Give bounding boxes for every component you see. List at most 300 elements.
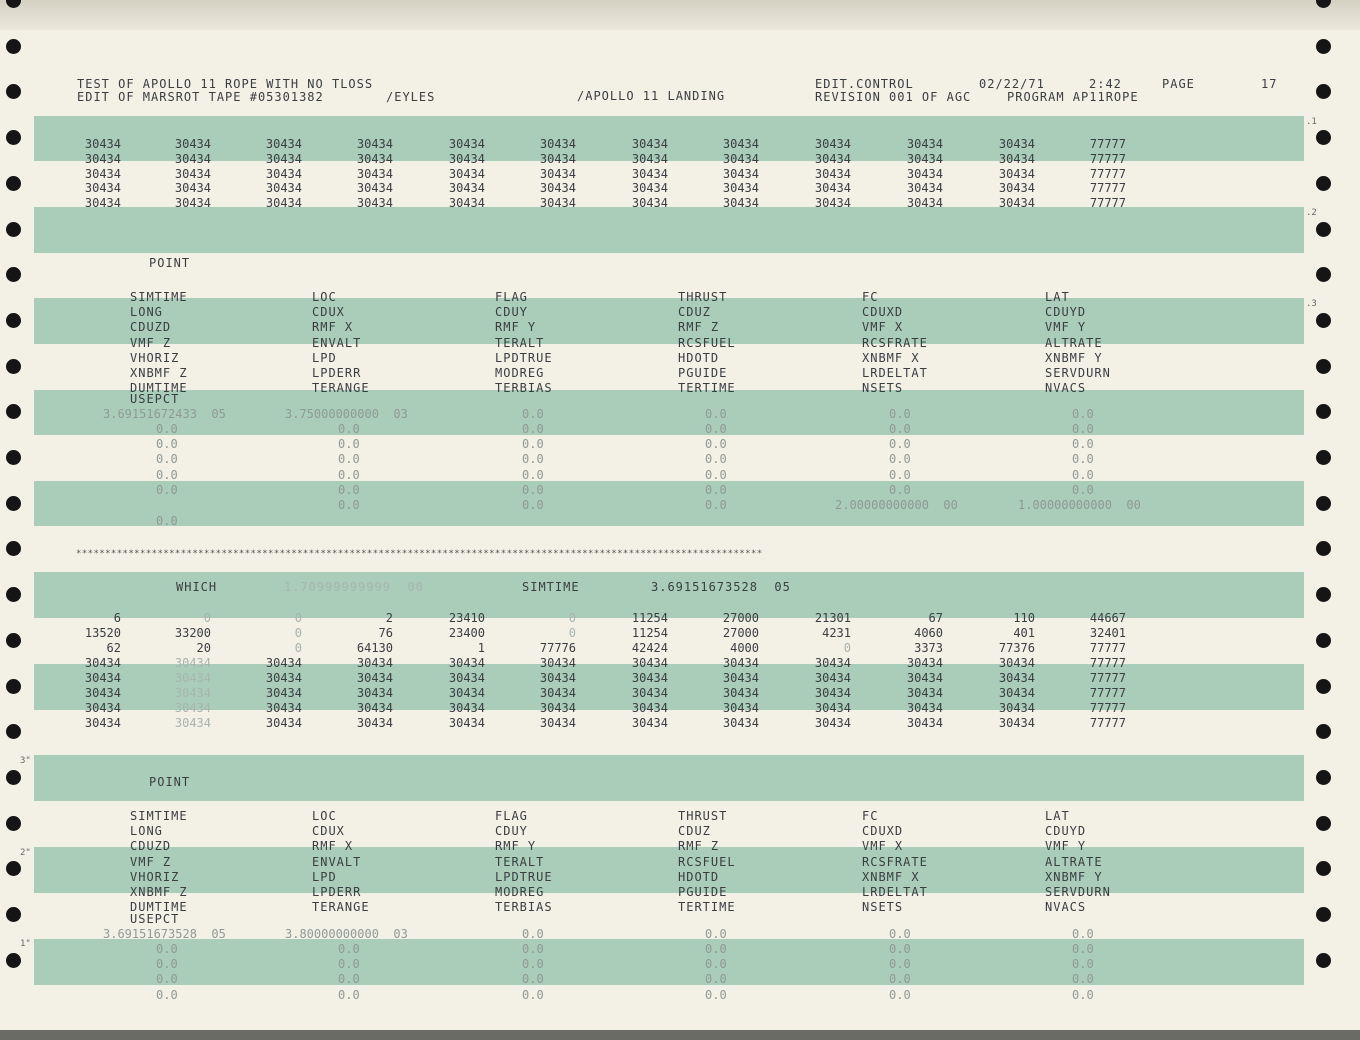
field-value: 0.0 (889, 406, 911, 421)
header-author: /EYLES (386, 90, 436, 104)
field-value: 0.0 (522, 498, 544, 513)
field-value: 0.0 (705, 452, 727, 467)
field-label: RMF X (312, 320, 354, 335)
field-label: PGUIDE (678, 366, 728, 380)
field-value: 0.0 (522, 941, 544, 956)
tractor-feed-hole (1316, 84, 1331, 99)
octal-cell: 30434 (265, 181, 302, 196)
field-value: 3.80000000000 03 (285, 926, 408, 941)
octal-cell: 30434 (906, 656, 943, 670)
octal-cell: 30434 (539, 656, 576, 670)
tractor-feed-hole (6, 496, 21, 511)
field-label: LOC (312, 809, 337, 823)
tractor-feed-hole (1316, 770, 1331, 785)
octal-cell: 2 (385, 611, 393, 625)
octal-cell: 30434 (722, 716, 759, 730)
octal-cell: 30434 (814, 151, 851, 166)
octal-cell: 30434 (174, 716, 211, 730)
octal-cell: 30434 (265, 137, 302, 151)
field-label: VMF X (862, 320, 904, 335)
octal-cell: 77777 (1089, 716, 1126, 730)
field-label: CDUZ (678, 305, 711, 320)
octal-cell: 77777 (1089, 137, 1126, 151)
octal-cell: 33200 (174, 626, 211, 640)
field-label: VMF X (862, 839, 904, 854)
field-label: DUMTIME (130, 381, 188, 396)
field-value: 0.0 (889, 421, 911, 436)
octal-cell: 30434 (631, 166, 668, 181)
header-center: /APOLLO 11 LANDING (577, 89, 726, 103)
field-value: 0.0 (889, 987, 911, 1002)
octal-cell: 30434 (631, 151, 668, 166)
octal-cell: 4060 (914, 626, 943, 640)
octal-cell: 77777 (1089, 151, 1126, 166)
field-value: 0.0 (705, 987, 727, 1002)
octal-cell: 30434 (998, 181, 1035, 196)
octal-cell: 30434 (814, 701, 851, 715)
field-value: 0.0 (156, 972, 178, 987)
header-time: 2:42 (1089, 77, 1122, 91)
field-label: XNBMF Z (130, 366, 188, 380)
field-label: USEPCT (130, 912, 180, 926)
octal-cell: 30434 (84, 166, 121, 181)
octal-cell: 30434 (722, 137, 759, 151)
field-value: 0.0 (1072, 421, 1094, 436)
tractor-feed-hole (1316, 39, 1331, 54)
field-value: 0.0 (1072, 483, 1094, 497)
field-label: FC (862, 290, 879, 304)
octal-cell: 4000 (730, 641, 759, 655)
octal-cell: 44667 (1089, 611, 1126, 625)
octal-cell: 30434 (631, 686, 668, 700)
field-label: LPDERR (312, 366, 362, 380)
tractor-feed-hole (1316, 130, 1331, 145)
octal-cell: 76 (378, 626, 393, 640)
field-value: 0.0 (1072, 972, 1094, 987)
field-value: 3.75000000000 03 (285, 406, 408, 421)
margin-mark-right-3: .3 (1306, 299, 1317, 309)
header-edit-control: EDIT.CONTROL (815, 77, 914, 91)
octal-cell: 110 (1013, 611, 1035, 625)
field-label: TERBIAS (495, 900, 553, 915)
field-label: LONG (130, 305, 163, 320)
field-value: 0.0 (338, 467, 360, 482)
paper-bottom-edge (0, 1030, 1360, 1040)
field-label: LAT (1045, 290, 1070, 304)
field-label: CDUZ (678, 824, 711, 839)
margin-mark-3in: 3" (20, 756, 31, 766)
field-label: ENVALT (312, 335, 362, 350)
tractor-feed-hole (6, 39, 21, 54)
octal-cell: 30434 (998, 151, 1035, 166)
field-label: NSETS (862, 900, 904, 915)
octal-cell: 30434 (539, 716, 576, 730)
octal-cell: 30434 (722, 166, 759, 181)
octal-cell: 13520 (84, 626, 121, 640)
field-label: LAT (1045, 809, 1070, 823)
octal-cell: 30434 (265, 166, 302, 181)
field-value: 0.0 (705, 467, 727, 482)
octal-cell: 64130 (356, 641, 393, 655)
field-label: ALTRATE (1045, 854, 1103, 869)
field-label: LRDELTAT (862, 366, 928, 380)
octal-cell: 30434 (356, 181, 393, 196)
field-value: 0.0 (705, 437, 727, 452)
field-label: XNBMF Y (1045, 869, 1103, 884)
field-value: 0.0 (338, 972, 360, 987)
field-label: CDUYD (1045, 824, 1087, 839)
tractor-feed-hole (6, 450, 21, 465)
octal-cell: 30434 (631, 656, 668, 670)
octal-cell: 1 (477, 641, 485, 655)
field-label: RCSFRATE (862, 854, 928, 869)
octal-cell: 77777 (1089, 686, 1126, 700)
green-band (34, 755, 1304, 801)
field-label: VMF Y (1045, 320, 1087, 335)
tractor-feed-hole (1316, 541, 1331, 556)
field-value: 0.0 (705, 498, 727, 513)
octal-cell: 30434 (265, 151, 302, 166)
field-value: 0.0 (156, 987, 178, 1002)
tractor-feed-hole (6, 84, 21, 99)
field-value: 3.69151673528 05 (103, 926, 226, 941)
green-band (34, 847, 1304, 893)
tractor-feed-hole (1316, 861, 1331, 876)
octal-cell: 30434 (814, 671, 851, 685)
octal-cell: 30434 (722, 656, 759, 670)
field-label: NSETS (862, 381, 904, 396)
field-label: MODREG (495, 885, 545, 899)
octal-cell: 30434 (722, 151, 759, 166)
field-value: 0.0 (156, 421, 178, 436)
octal-cell: 30434 (174, 196, 211, 211)
field-label: XNBMF Z (130, 885, 188, 899)
field-value: 0.0 (1072, 467, 1094, 482)
octal-cell: 77777 (1089, 196, 1126, 211)
tractor-feed-hole (6, 541, 21, 556)
field-value: 0.0 (889, 926, 911, 941)
tractor-feed-hole (1316, 450, 1331, 465)
octal-cell: 30434 (631, 671, 668, 685)
octal-cell: 30434 (631, 196, 668, 211)
field-value: 0.0 (889, 957, 911, 972)
field-value: 0.0 (522, 467, 544, 482)
octal-cell: 30434 (814, 656, 851, 670)
field-value: 0.0 (338, 941, 360, 956)
field-label: SIMTIME (130, 290, 188, 304)
octal-cell: 30434 (906, 671, 943, 685)
field-label: LPDTRUE (495, 350, 553, 365)
octal-cell: 30434 (448, 196, 485, 211)
octal-cell: 30434 (631, 701, 668, 715)
field-label: NVACS (1045, 381, 1087, 396)
field-label: VHORIZ (130, 350, 180, 365)
field-value: 0.0 (156, 957, 178, 972)
field-label: LPD (312, 869, 337, 884)
octal-cell: 4231 (822, 626, 851, 640)
octal-cell: 30434 (356, 166, 393, 181)
tractor-feed-hole (1316, 953, 1331, 968)
octal-cell: 30434 (814, 137, 851, 151)
field-label: RMF Y (495, 320, 537, 335)
octal-cell: 30434 (84, 686, 121, 700)
tractor-feed-hole (6, 679, 21, 694)
margin-mark-right-1: .1 (1306, 117, 1317, 127)
field-label: CDUXD (862, 824, 904, 839)
field-label: PGUIDE (678, 885, 728, 899)
field-label: LPDERR (312, 885, 362, 899)
octal-cell: 30434 (356, 686, 393, 700)
octal-cell: 30434 (174, 701, 211, 715)
octal-cell: 30434 (356, 656, 393, 670)
field-label: HDOTD (678, 350, 720, 365)
field-label: XNBMF Y (1045, 350, 1103, 365)
field-value: 0.0 (522, 452, 544, 467)
header-title: TEST OF APOLLO 11 ROPE WITH NO TLOSS (77, 77, 374, 91)
field-value: 0.0 (1072, 926, 1094, 941)
margin-mark-right-2: .2 (1306, 208, 1317, 218)
octal-cell: 30434 (448, 671, 485, 685)
octal-cell: 30434 (539, 151, 576, 166)
octal-cell: 0 (203, 611, 211, 625)
octal-cell: 11254 (631, 611, 668, 625)
octal-cell: 30434 (84, 716, 121, 730)
field-value: 0.0 (705, 926, 727, 941)
field-label: VMF Z (130, 335, 172, 350)
octal-cell: 30434 (814, 181, 851, 196)
field-label: SERVDURN (1045, 885, 1111, 899)
octal-cell: 30434 (265, 701, 302, 715)
octal-cell: 30434 (906, 716, 943, 730)
field-value: 0.0 (156, 513, 178, 528)
header-page-label: PAGE (1162, 77, 1195, 91)
tractor-feed-hole (1316, 816, 1331, 831)
field-value: 0.0 (338, 957, 360, 972)
octal-cell: 62 (106, 641, 121, 655)
octal-cell: 77376 (998, 641, 1035, 655)
field-value: 0.0 (705, 406, 727, 421)
octal-cell: 30434 (448, 701, 485, 715)
field-label: TERANGE (312, 381, 370, 396)
octal-cell: 30434 (265, 716, 302, 730)
field-label: TERANGE (312, 900, 370, 915)
octal-cell: 77777 (1089, 656, 1126, 670)
tractor-feed-hole (1316, 313, 1331, 328)
octal-cell: 42424 (631, 641, 668, 655)
green-band (34, 298, 1304, 344)
field-label: CDUY (495, 305, 528, 320)
field-value: 0.0 (889, 467, 911, 482)
field-label: CDUYD (1045, 305, 1087, 320)
octal-cell: 30434 (906, 166, 943, 181)
octal-cell: 0 (294, 641, 302, 655)
octal-cell: 30434 (906, 686, 943, 700)
octal-cell: 0 (294, 611, 302, 625)
header-tape: EDIT OF MARSROT TAPE #05301382 (77, 90, 324, 104)
field-label: ENVALT (312, 854, 362, 869)
octal-cell: 30434 (84, 196, 121, 211)
octal-cell: 30434 (814, 196, 851, 211)
tractor-feed-hole (1316, 496, 1331, 511)
green-band (34, 207, 1304, 253)
field-value: 0.0 (156, 452, 178, 467)
field-value: 0.0 (156, 467, 178, 482)
tractor-feed-hole (6, 359, 21, 374)
octal-cell: 30434 (448, 181, 485, 196)
field-label: CDUZD (130, 839, 172, 854)
octal-cell: 30434 (356, 151, 393, 166)
header-program: PROGRAM AP11ROPE (1007, 90, 1139, 104)
octal-cell: 3373 (914, 641, 943, 655)
field-label: VMF Y (1045, 839, 1087, 854)
octal-cell: 30434 (448, 137, 485, 151)
field-value: 0.0 (338, 483, 360, 497)
header-revision: REVISION 001 OF AGC (815, 90, 972, 104)
octal-cell: 30434 (814, 686, 851, 700)
octal-cell: 0 (568, 611, 576, 625)
octal-cell: 30434 (174, 137, 211, 151)
field-value: 3.69151672433 05 (103, 406, 226, 421)
field-label: CDUX (312, 824, 345, 839)
tractor-feed-hole (6, 313, 21, 328)
octal-cell: 30434 (539, 686, 576, 700)
tractor-feed-hole (6, 816, 21, 831)
octal-cell: 30434 (84, 151, 121, 166)
octal-cell: 30434 (84, 671, 121, 685)
tractor-feed-hole (1316, 587, 1331, 602)
field-label: NVACS (1045, 900, 1087, 915)
field-value: 0.0 (889, 941, 911, 956)
field-value: 0.0 (889, 452, 911, 467)
field-value: 0.0 (522, 421, 544, 436)
field-value: 0.0 (338, 421, 360, 436)
tractor-feed-hole (1316, 267, 1331, 282)
octal-cell: 30434 (906, 196, 943, 211)
octal-cell: 30434 (998, 701, 1035, 715)
octal-cell: 30434 (84, 656, 121, 670)
field-value: 0.0 (522, 406, 544, 421)
octal-cell: 30434 (998, 686, 1035, 700)
octal-cell: 30434 (356, 137, 393, 151)
tractor-feed-hole (6, 907, 21, 922)
octal-cell: 27000 (722, 626, 759, 640)
field-value: 1.00000000000 00 (1018, 498, 1141, 513)
field-label: RMF Z (678, 320, 720, 335)
octal-cell: 30434 (814, 166, 851, 181)
field-label: RCSFRATE (862, 335, 928, 350)
field-label: RMF Y (495, 839, 537, 854)
field-label: LPDTRUE (495, 869, 553, 884)
field-value: 0.0 (889, 437, 911, 452)
field-label: CDUX (312, 305, 345, 320)
field-value: 0.0 (889, 972, 911, 987)
tractor-feed-hole (6, 404, 21, 419)
octal-cell: 20 (196, 641, 211, 655)
field-label: LONG (130, 824, 163, 839)
tractor-feed-hole (6, 724, 21, 739)
which-value: 1.70999999999 00 (284, 580, 424, 594)
octal-cell: 30434 (906, 151, 943, 166)
margin-mark-2in: 2" (20, 848, 31, 858)
field-label: USEPCT (130, 392, 180, 406)
octal-cell: 30434 (265, 656, 302, 670)
field-label: HDOTD (678, 869, 720, 884)
tractor-feed-hole (1316, 724, 1331, 739)
field-label: RCSFUEL (678, 854, 736, 869)
octal-cell: 30434 (722, 671, 759, 685)
field-value: 0.0 (522, 987, 544, 1002)
field-label: THRUST (678, 809, 728, 823)
octal-cell: 23400 (448, 626, 485, 640)
point-title: POINT (149, 775, 191, 789)
octal-cell: 30434 (356, 716, 393, 730)
field-value: 0.0 (156, 941, 178, 956)
field-value: 0.0 (522, 437, 544, 452)
octal-cell: 30434 (84, 137, 121, 151)
field-label: TERTIME (678, 900, 736, 915)
octal-cell: 30434 (722, 196, 759, 211)
octal-cell: 30434 (174, 656, 211, 670)
field-label: FLAG (495, 290, 528, 304)
separator-line: ********************************************************************************************************************** (76, 549, 763, 559)
tractor-feed-hole (1316, 359, 1331, 374)
field-value: 0.0 (1072, 452, 1094, 467)
tractor-feed-hole (6, 222, 21, 237)
octal-cell: 23410 (448, 611, 485, 625)
field-label: CDUY (495, 824, 528, 839)
field-value: 0.0 (338, 452, 360, 467)
field-label: TERBIAS (495, 381, 553, 396)
field-value: 2.00000000000 00 (835, 498, 958, 513)
octal-cell: 30434 (906, 137, 943, 151)
tractor-feed-hole (6, 861, 21, 876)
octal-cell: 30434 (539, 196, 576, 211)
octal-cell: 30434 (998, 671, 1035, 685)
octal-cell: 30434 (174, 166, 211, 181)
field-value: 0.0 (705, 421, 727, 436)
field-value: 0.0 (156, 483, 178, 497)
field-value: 0.0 (705, 483, 727, 497)
field-label: RMF X (312, 839, 354, 854)
field-label: LPD (312, 350, 337, 365)
octal-cell: 30434 (448, 686, 485, 700)
tractor-feed-hole (6, 633, 21, 648)
octal-cell: 0 (294, 626, 302, 640)
field-value: 0.0 (1072, 437, 1094, 452)
field-value: 0.0 (156, 437, 178, 452)
octal-cell: 30434 (539, 671, 576, 685)
octal-cell: 0 (843, 641, 851, 655)
tractor-feed-hole (1316, 176, 1331, 191)
octal-cell: 30434 (448, 151, 485, 166)
field-value: 0.0 (338, 437, 360, 452)
octal-cell: 77777 (1089, 701, 1126, 715)
octal-cell: 30434 (722, 686, 759, 700)
field-value: 0.0 (522, 972, 544, 987)
tractor-feed-hole (6, 953, 21, 968)
field-label: XNBMF X (862, 869, 920, 884)
field-value: 0.0 (705, 957, 727, 972)
octal-cell: 30434 (174, 151, 211, 166)
field-label: TERTIME (678, 381, 736, 396)
octal-cell: 30434 (448, 716, 485, 730)
field-label: SERVDURN (1045, 366, 1111, 380)
tractor-feed-hole (1316, 633, 1331, 648)
octal-cell: 30434 (631, 716, 668, 730)
field-value: 0.0 (1072, 957, 1094, 972)
octal-cell: 77777 (1089, 641, 1126, 655)
octal-cell: 77777 (1089, 166, 1126, 181)
